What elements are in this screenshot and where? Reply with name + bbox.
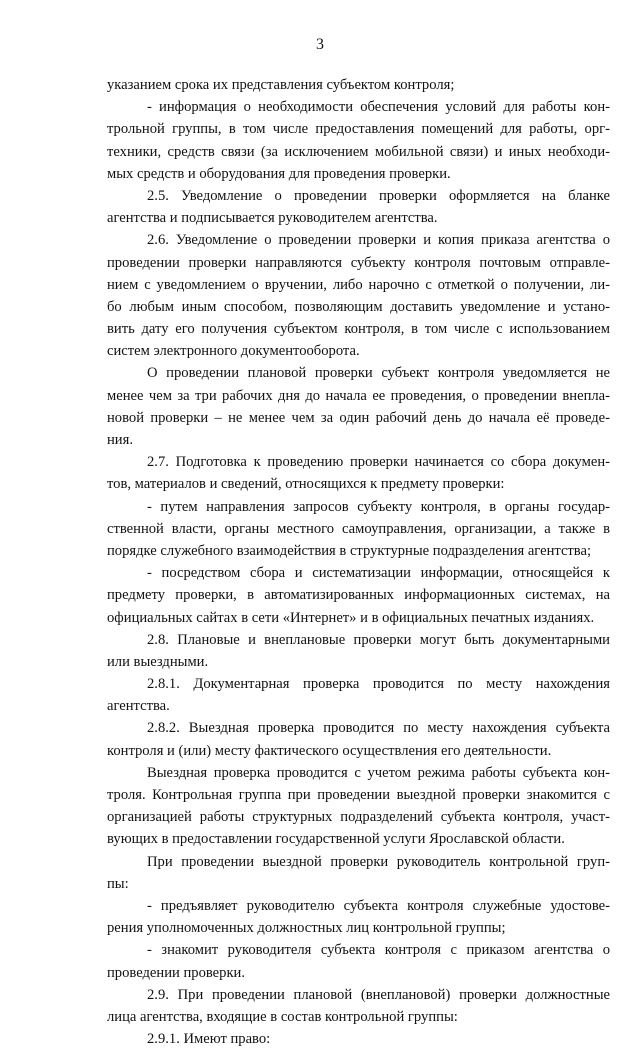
text-line: 2.9.1. Имеют право: — [147, 1031, 271, 1048]
text-line: бо любым иным способом, позволяющим доставить уведомление и устано- — [107, 298, 610, 315]
text-line: 2.6. Уведомление о проведении проверки и копия приказа агентства о — [147, 232, 610, 249]
text-line: мых средств и оборудования для проведения проверки. — [107, 165, 451, 182]
text-line: 2.8. Плановые и внеплановые проверки могут быть документарными — [147, 631, 610, 648]
text-line: 2.8.2. Выездная проверка проводится по месту нахождения субъекта — [147, 720, 610, 737]
text-line: или выездными. — [107, 653, 209, 670]
text-line: 2.9. При проведении плановой (внеплановой) проверки должностные — [147, 986, 610, 1003]
text-line: троля. Контрольная группа при проведении выездной проверки знакомится с — [107, 787, 610, 803]
text-line: - предъявляет руководителю субъекта контроля служебные удостове- — [147, 897, 610, 914]
text-line: - информация о необходимости обеспечения условий для работы кон- — [147, 99, 610, 116]
text-line: О проведении плановой проверки субъект контроля уведомляется не — [147, 365, 610, 382]
text-line: Выездная проверка проводится с учетом режима работы субъекта кон- — [147, 764, 610, 781]
text-line: нием с уведомлением о вручении, либо нарочно с отметкой о получении, ли- — [107, 276, 610, 293]
text-line: агентства. — [107, 698, 170, 715]
text-line: - посредством сбора и систематизации информации, относящейся к — [147, 565, 610, 582]
text-line: агентства и подписывается руководителем агентства. — [107, 210, 438, 227]
text-line: официальных сайтах в сети «Интернет» и в официальных печатных изданиях. — [107, 609, 595, 626]
text-line: менее чем за три рабочих дня до начала ее проведения, о проведении внепла- — [107, 387, 610, 404]
text-line: систем электронного документооборота. — [107, 343, 360, 360]
text-line: пы: — [107, 875, 129, 892]
text-line: проведении проверки. — [107, 964, 246, 981]
text-line: - знакомит руководителя субъекта контроля с приказом агентства о — [147, 942, 610, 959]
text-line: указанием срока их представления субъектом контроля; — [107, 77, 455, 93]
text-line: организацией работы структурных подразделений субъекта контроля, участ- — [107, 809, 610, 826]
text-line: проведении проверки направляются субъекту контроля почтовым отправле- — [107, 254, 610, 271]
text-line: 2.8.1. Документарная проверка проводится по месту нахождения — [147, 676, 610, 693]
text-line: предмету проверки, в автоматизированных информационных системах, на — [107, 587, 610, 604]
text-line: 2.7. Подготовка к проведению проверки начинается со сбора докумен- — [147, 454, 610, 471]
text-line: ния. — [107, 432, 133, 448]
text-line: вить дату его получения субъектом контроля, в том числе с использованием — [107, 321, 610, 338]
text-line: новой проверки – не менее чем за один рабочий день до начала её проведе- — [107, 409, 610, 426]
text-line: При проведении выездной проверки руководитель контрольной груп- — [147, 853, 610, 870]
text-line: ственной власти, органы местного самоуправления, организации, а также в — [107, 520, 610, 537]
text-line: техники, средств связи (за исключением мобильной связи) и иных необходи- — [107, 143, 610, 160]
text-line: трольной группы, в том числе предоставления помещений для работы, орг- — [107, 121, 610, 138]
text-line: контроля и (или) месту фактического осуществления его деятельности. — [107, 742, 552, 759]
text-line: лица агентства, входящие в состав контрольной группы: — [107, 1008, 458, 1025]
text-line: - путем направления запросов субъекту контроля, в органы государ- — [147, 498, 610, 515]
text-line: 2.5. Уведомление о проведении проверки оформляется на бланке — [147, 187, 610, 204]
text-line: вующих в предоставлении государственной услуги Ярославской области. — [107, 831, 565, 848]
text-line: порядке служебного взаимодействия в структурные подразделения агентства; — [107, 542, 592, 559]
page-number: 3 — [316, 36, 324, 53]
document-body — [107, 74, 610, 1050]
text-line: рения уполномоченных должностных лиц контрольной группы; — [107, 920, 506, 937]
text-line: тов, материалов и сведений, относящихся к предмету проверки: — [107, 476, 505, 493]
